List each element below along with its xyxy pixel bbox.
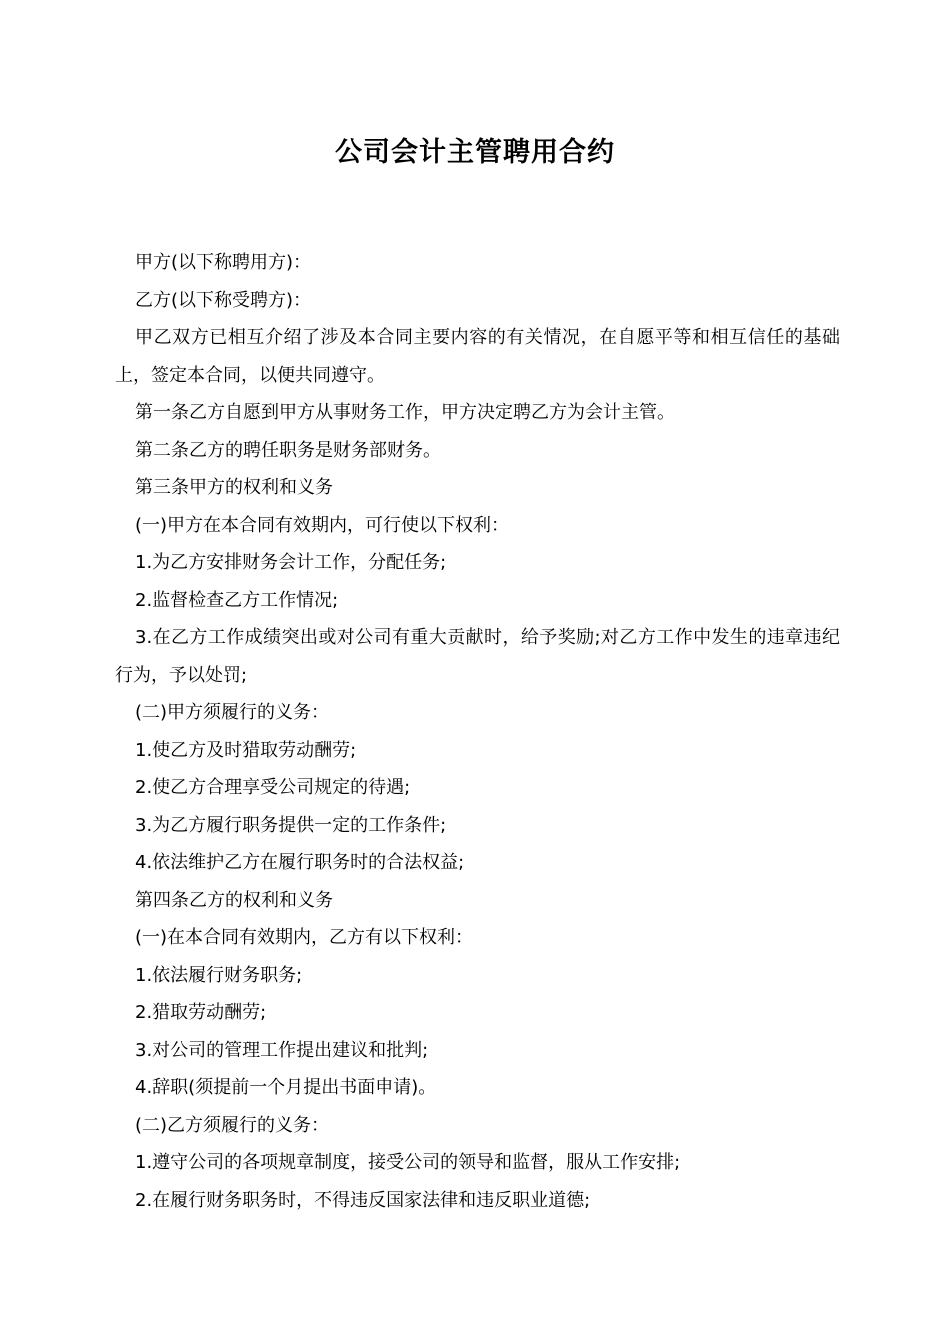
article-4-section-2-item-2: 2.在履行财务职务时，不得违反国家法律和违反职业道德; — [135, 1189, 591, 1211]
article-4-section-1-item-4: 4.辞职(须提前一个月提出书面申请)。 — [135, 1077, 437, 1098]
party-a-line: 甲方(以下称聘用方)： — [135, 252, 312, 273]
article-3-heading: 第三条甲方的权利和义务 — [135, 477, 333, 498]
document-body — [115, 244, 840, 1219]
party-b-line: 乙方(以下称受聘方)： — [135, 289, 312, 311]
article-3-section-1-item-2: 2.监督检查乙方工作情况; — [135, 589, 339, 611]
article-3-section-2-item-4: 4.依法维护乙方在履行职务时的合法权益; — [135, 852, 465, 873]
article-3-section-2: (二)甲方须履行的义务： — [135, 702, 330, 723]
article-4-section-1: (一)在本合同有效期内，乙方有以下权利： — [135, 927, 474, 948]
article-2: 第二条乙方的聘任职务是财务部财务。 — [135, 439, 441, 461]
article-3-section-1-item-1: 1.为乙方安排财务会计工作，分配任务; — [135, 552, 447, 573]
article-1: 第一条乙方自愿到甲方从事财务工作，甲方决定聘乙方为会计主管。 — [135, 402, 675, 423]
article-3-section-1-item-3: 3.在乙方工作成绩突出或对公司有重大贡献时，给予奖励;对乙方工作中发生的违章违纪行为，予以处罚; — [115, 627, 840, 686]
preamble-paragraph: 甲乙双方已相互介绍了涉及本合同主要内容的有关情况，在自愿平等和相互信任的基础上，签定本合同，以便共同遵守。 — [115, 327, 840, 386]
article-4-section-2-item-1: 1.遵守公司的各项规章制度，接受公司的领导和监督，服从工作安排; — [135, 1152, 681, 1173]
article-3-section-2-item-3: 3.为乙方履行职务提供一定的工作条件; — [135, 814, 447, 836]
document-title: 公司会计主管聘用合约 — [335, 137, 615, 168]
article-4-section-1-item-3: 3.对公司的管理工作提出建议和批判; — [135, 1039, 429, 1061]
article-3-section-2-item-2: 2.使乙方合理享受公司规定的待遇; — [135, 777, 411, 798]
article-3-section-1: (一)甲方在本合同有效期内，可行使以下权利： — [135, 514, 510, 536]
article-3-section-2-item-1: 1.使乙方及时猎取劳动酬劳; — [135, 739, 357, 761]
article-4-heading: 第四条乙方的权利和义务 — [135, 889, 333, 911]
article-4-section-1-item-1: 1.依法履行财务职务; — [135, 964, 303, 986]
article-4-section-2: (二)乙方须履行的义务： — [135, 1114, 330, 1136]
article-4-section-1-item-2: 2.猎取劳动酬劳; — [135, 1002, 267, 1023]
